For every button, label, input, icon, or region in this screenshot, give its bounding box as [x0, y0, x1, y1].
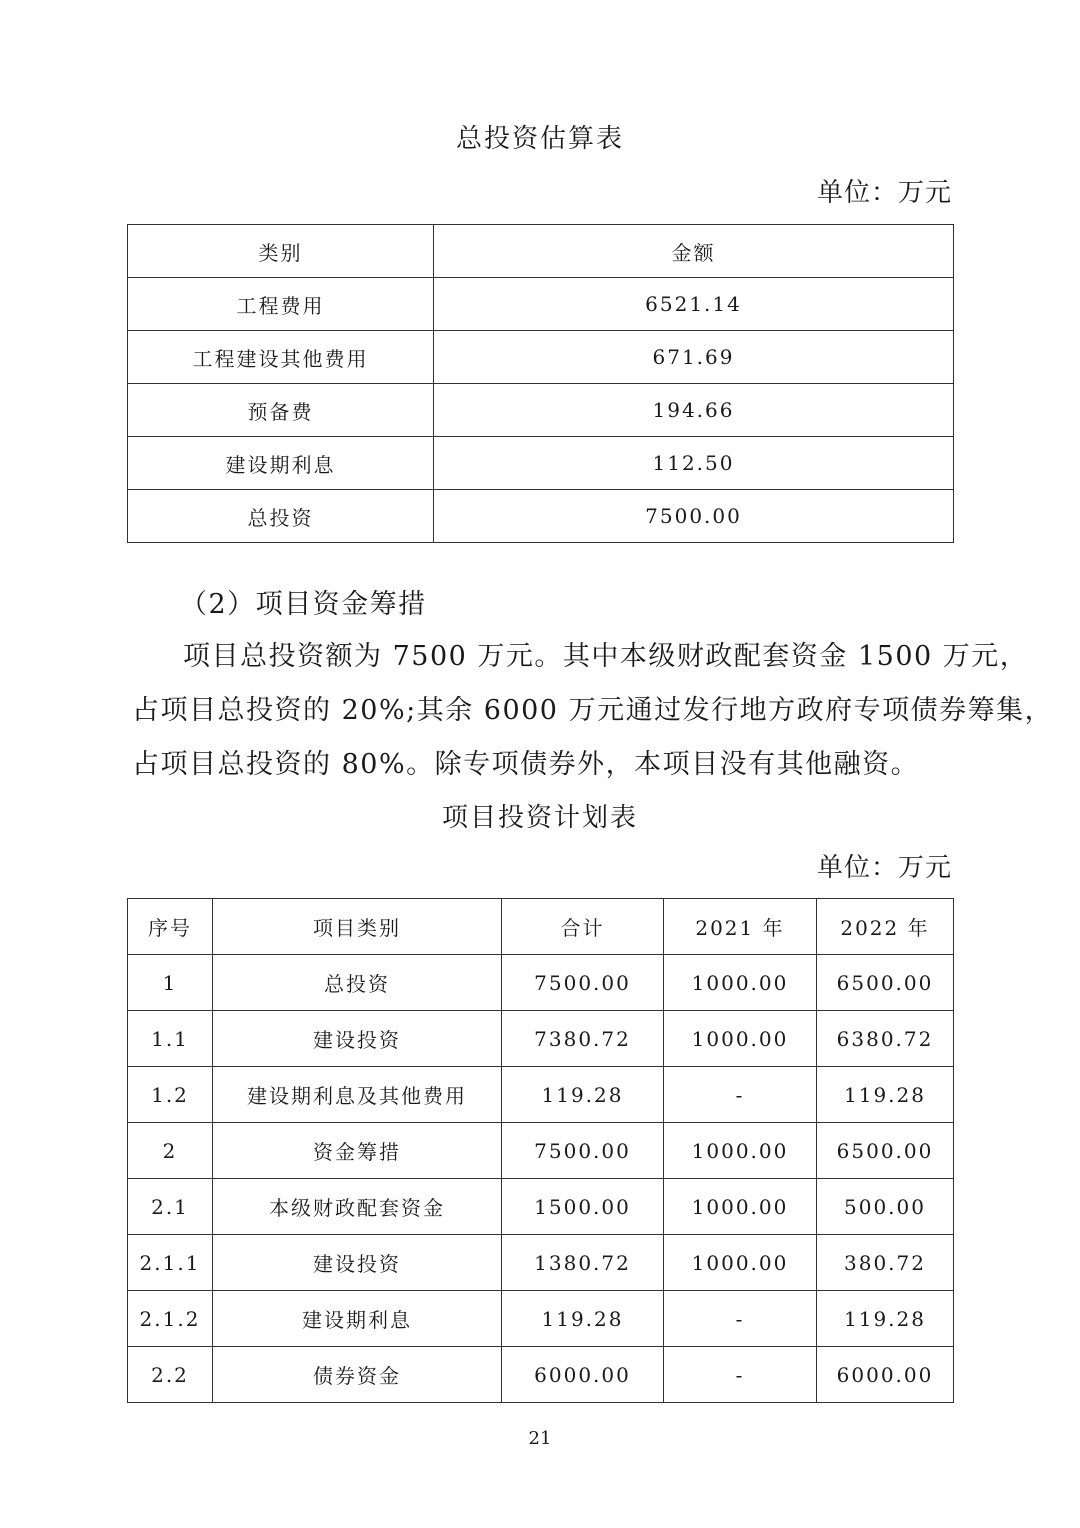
total-cell: 7500.00: [502, 1123, 664, 1179]
year-2022-cell: 6500.00: [817, 955, 954, 1011]
year-2022-cell: 6500.00: [817, 1123, 954, 1179]
table-row: [128, 1123, 954, 1179]
total-cell: 119.28: [502, 1291, 664, 1347]
index-cell: 1.1: [128, 1011, 213, 1067]
index-cell: 1: [128, 955, 213, 1011]
year-2021-cell: 1000.00: [664, 955, 817, 1011]
item-cell: 建设期利息及其他费用: [213, 1067, 502, 1123]
table-row: [128, 1011, 954, 1067]
year-2021-cell: 1000.00: [664, 1235, 817, 1291]
year-2022-cell: 119.28: [817, 1291, 954, 1347]
total-cell: 7500.00: [502, 955, 664, 1011]
header-cell: 合计: [502, 899, 664, 955]
paragraph-line: 项目总投资额为 7500 万元。其中本级财政配套资金 1500 万元，: [183, 641, 1029, 672]
category-cell: 工程建设其他费用: [128, 331, 434, 384]
amount-cell: 671.69: [434, 331, 954, 384]
index-cell: 2.1.2: [128, 1291, 213, 1347]
total-cell: 119.28: [502, 1067, 664, 1123]
amount-cell: 6521.14: [434, 278, 954, 331]
amount-cell: 7500.00: [434, 490, 954, 543]
year-2021-cell: 1000.00: [664, 1123, 817, 1179]
table-row: [128, 490, 954, 543]
index-cell: 1.2: [128, 1067, 213, 1123]
investment-estimate-table: [127, 224, 954, 543]
year-2021-cell: 1000.00: [664, 1011, 817, 1067]
index-cell: 2.2: [128, 1347, 213, 1403]
item-cell: 本级财政配套资金: [213, 1179, 502, 1235]
header-cell: 序号: [128, 899, 213, 955]
amount-cell: 112.50: [434, 437, 954, 490]
index-cell: 2: [128, 1123, 213, 1179]
year-2021-cell: -: [664, 1347, 817, 1403]
table-header-row: [128, 225, 954, 278]
investment-plan-table: [127, 898, 954, 1403]
total-cell: 6000.00: [502, 1347, 664, 1403]
table-row: [128, 278, 954, 331]
year-2022-cell: 119.28: [817, 1067, 954, 1123]
table-row: [128, 955, 954, 1011]
paragraph-line: 占项目总投资的 80%。除专项债券外，本项目没有其他融资。: [132, 749, 920, 780]
header-cell: 金额: [434, 225, 954, 278]
item-cell: 债券资金: [213, 1347, 502, 1403]
table-row: [128, 1347, 954, 1403]
category-cell: 预备费: [128, 384, 434, 437]
section-heading: （2）项目资金筹措: [180, 589, 427, 620]
table-row: [128, 1291, 954, 1347]
year-2021-cell: 1000.00: [664, 1179, 817, 1235]
table-row: [128, 1235, 954, 1291]
header-cell: 类别: [128, 225, 434, 278]
item-cell: 建设期利息: [213, 1291, 502, 1347]
item-cell: 资金筹措: [213, 1123, 502, 1179]
year-2021-cell: -: [664, 1291, 817, 1347]
table2-unit: 单位：万元: [816, 853, 952, 883]
table1-title: 总投资估算表: [455, 124, 624, 154]
index-cell: 2.1.1: [128, 1235, 213, 1291]
total-cell: 1500.00: [502, 1179, 664, 1235]
table1-unit: 单位：万元: [816, 178, 952, 208]
paragraph-line: 占项目总投资的 20%;其余 6000 万元通过发行地方政府专项债券筹集，: [132, 695, 1054, 726]
amount-cell: 194.66: [434, 384, 954, 437]
table2-title: 项目投资计划表: [441, 803, 638, 833]
header-cell: 2021 年: [664, 899, 817, 955]
table-row: [128, 437, 954, 490]
header-cell: 2022 年: [817, 899, 954, 955]
page-number: 21: [528, 1428, 552, 1449]
table-row: [128, 1067, 954, 1123]
table-row: [128, 384, 954, 437]
item-cell: 建设投资: [213, 1235, 502, 1291]
header-cell: 项目类别: [213, 899, 502, 955]
category-cell: 工程费用: [128, 278, 434, 331]
item-cell: 建设投资: [213, 1011, 502, 1067]
year-2022-cell: 500.00: [817, 1179, 954, 1235]
table-row: [128, 1179, 954, 1235]
index-cell: 2.1: [128, 1179, 213, 1235]
category-cell: 建设期利息: [128, 437, 434, 490]
table-header-row: [128, 899, 954, 955]
item-cell: 总投资: [213, 955, 502, 1011]
year-2021-cell: -: [664, 1067, 817, 1123]
table-row: [128, 331, 954, 384]
year-2022-cell: 6380.72: [817, 1011, 954, 1067]
category-cell: 总投资: [128, 490, 434, 543]
year-2022-cell: 6000.00: [817, 1347, 954, 1403]
year-2022-cell: 380.72: [817, 1235, 954, 1291]
total-cell: 1380.72: [502, 1235, 664, 1291]
total-cell: 7380.72: [502, 1011, 664, 1067]
